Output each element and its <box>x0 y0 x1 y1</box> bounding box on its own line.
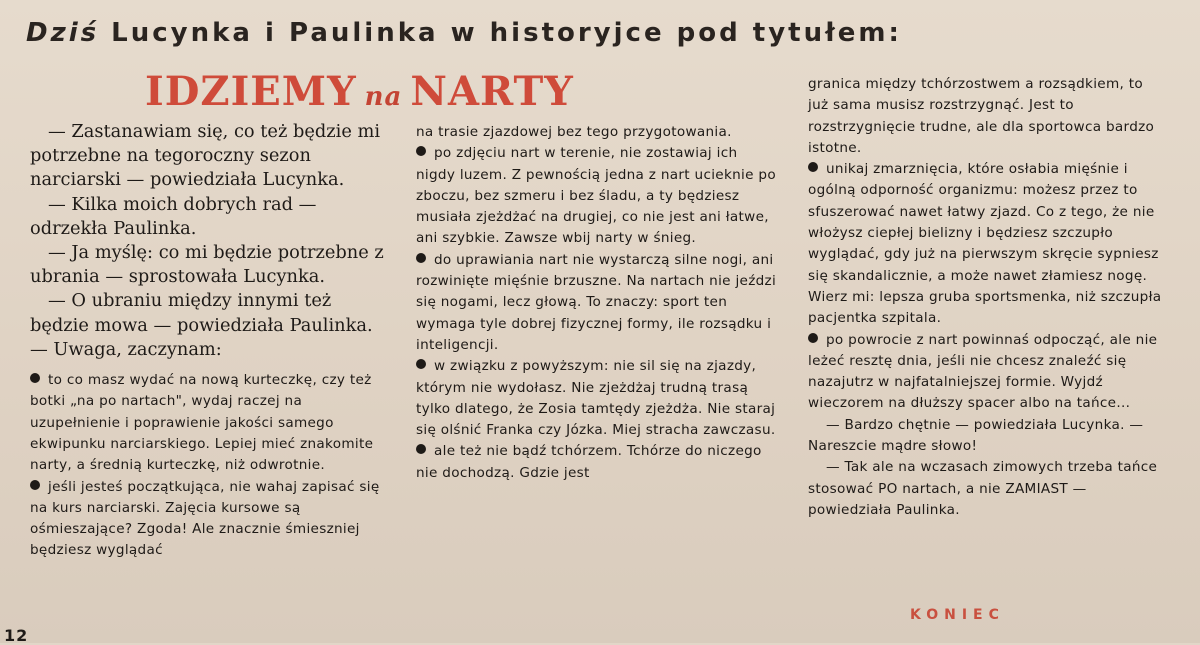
dialog-line: — Kilka moich dobrych rad — odrzekła Paulinka. <box>30 193 317 239</box>
column-2 <box>416 122 778 484</box>
headline-rest: Lucynka i Paulinka w historyjce pod tytułem: <box>111 18 902 48</box>
column-3 <box>808 74 1168 521</box>
tip-item: po zdjęciu nart w terenie, nie zostawiaj ich nigdy luzem. Z pewnością jedna z nart ucieknie po zboczu, bez szmeru i bez śladu, a ty będziesz musiała zjeżdżać na drugiej, co nie jest ani łatwe, ani szybkie. Zawsze wbij narty w śnieg. <box>416 143 778 249</box>
article-title <box>145 68 574 115</box>
title-part-na: na <box>364 82 403 112</box>
dialog-line: — Bardzo chętnie — powiedziała Lucynka. — Nareszcie mądre słowo! <box>808 416 1144 455</box>
headline-lead: Dziś <box>26 18 100 48</box>
dialog-line: — Tak ale na wczasach zimowych trzeba tańce stosować PO nartach, a nie ZAMIAST — powiedziała Paulinka. <box>808 459 1158 518</box>
tip-item: jeśli jesteś początkująca, nie wahaj zapisać się na kurs narciarski. Zajęcia kursowe są ośmieszające? Zgoda! Ale znacznie śmieszniej będziesz wyglądać <box>30 477 390 562</box>
dialog-line: — Zastanawiam się, co też będzie mi potrzebne na tegoroczny sezon narciarski — powiedziała Lucynka. <box>30 121 381 191</box>
tip-item: w związku z powyższym: nie sil się na zjazdy, którym nie wydołasz. Nie zjeżdżaj trudną trasą tylko dlatego, że Zosia tamtędy zjeżdża. Nie staraj się olśnić Franka czy Józka. Miej stracha zawczasu. <box>416 356 778 441</box>
tip-item: po powrocie z nart powinnaś odpocząć, ale nie leżeć resztę dnia, jeśli nie chcesz znaleźć się nazajutrz w najfatalniejszej formie. Wyjdź wieczorem na dłuższy spacer albo na tańce... <box>808 330 1168 415</box>
title-part-narty: NARTY <box>410 68 574 115</box>
column-1 <box>30 120 390 562</box>
dialog-line: — Ja myślę: co mi będzie potrzebne z ubrania — sprostowała Lucynka. <box>30 242 384 288</box>
page-number: 12 <box>4 626 29 645</box>
tip-item: to co masz wydać na nową kurteczkę, czy też botki „na po nartach", wydaj raczej na uzupełnienie i poprawienie jakości samego ekwipunku narciarskiego. Lepiej mieć znakomite narty, a średnią kurteczkę, niż odwrotnie. <box>30 370 390 476</box>
continuation-text: granica między tchórzostwem a rozsądkiem, to już sama musisz rozstrzygnąć. Jest to rozstrzygnięcie trudne, ale dla sportowca bardzo istotne. <box>808 76 1155 156</box>
tip-item: do uprawiania nart nie wystarczą silne nogi, ani rozwinięte mięśnie brzuszne. Na nartach nie jeździ się nogami, lecz głową. To znaczy: sport ten wymaga tyle dobrej fizycznej formy, ile rozsądku i inteligencji. <box>416 250 778 356</box>
tip-item: ale też nie bądź tchórzem. Tchórze do niczego nie dochodzą. Gdzie jest <box>416 441 778 484</box>
tip-item: unikaj zmarznięcia, które osłabia mięśnie i ogólną odporność organizmu: możesz przez to sfuszerować nawet łatwy zjazd. Co z tego, że nie włożysz ciepłej bielizny i będziesz szczupło wyglądać, gdy już na pierwszym skręcie sypniesz się skandalicznie, a może nawet złamiesz nogę. Wierz mi: lepsza gruba sportsmenka, niż szczupła pacjentka szpitala. <box>808 159 1168 329</box>
headline <box>26 18 1026 48</box>
title-part-idziemy: IDZIEMY <box>145 68 357 115</box>
continuation-text: na trasie zjazdowej bez tego przygotowania. <box>416 124 732 140</box>
dialog-line: — O ubraniu między innymi też będzie mowa — powiedziała Paulinka. — Uwaga, zaczynam: <box>30 290 373 360</box>
end-marker: KONIEC <box>910 607 1005 623</box>
